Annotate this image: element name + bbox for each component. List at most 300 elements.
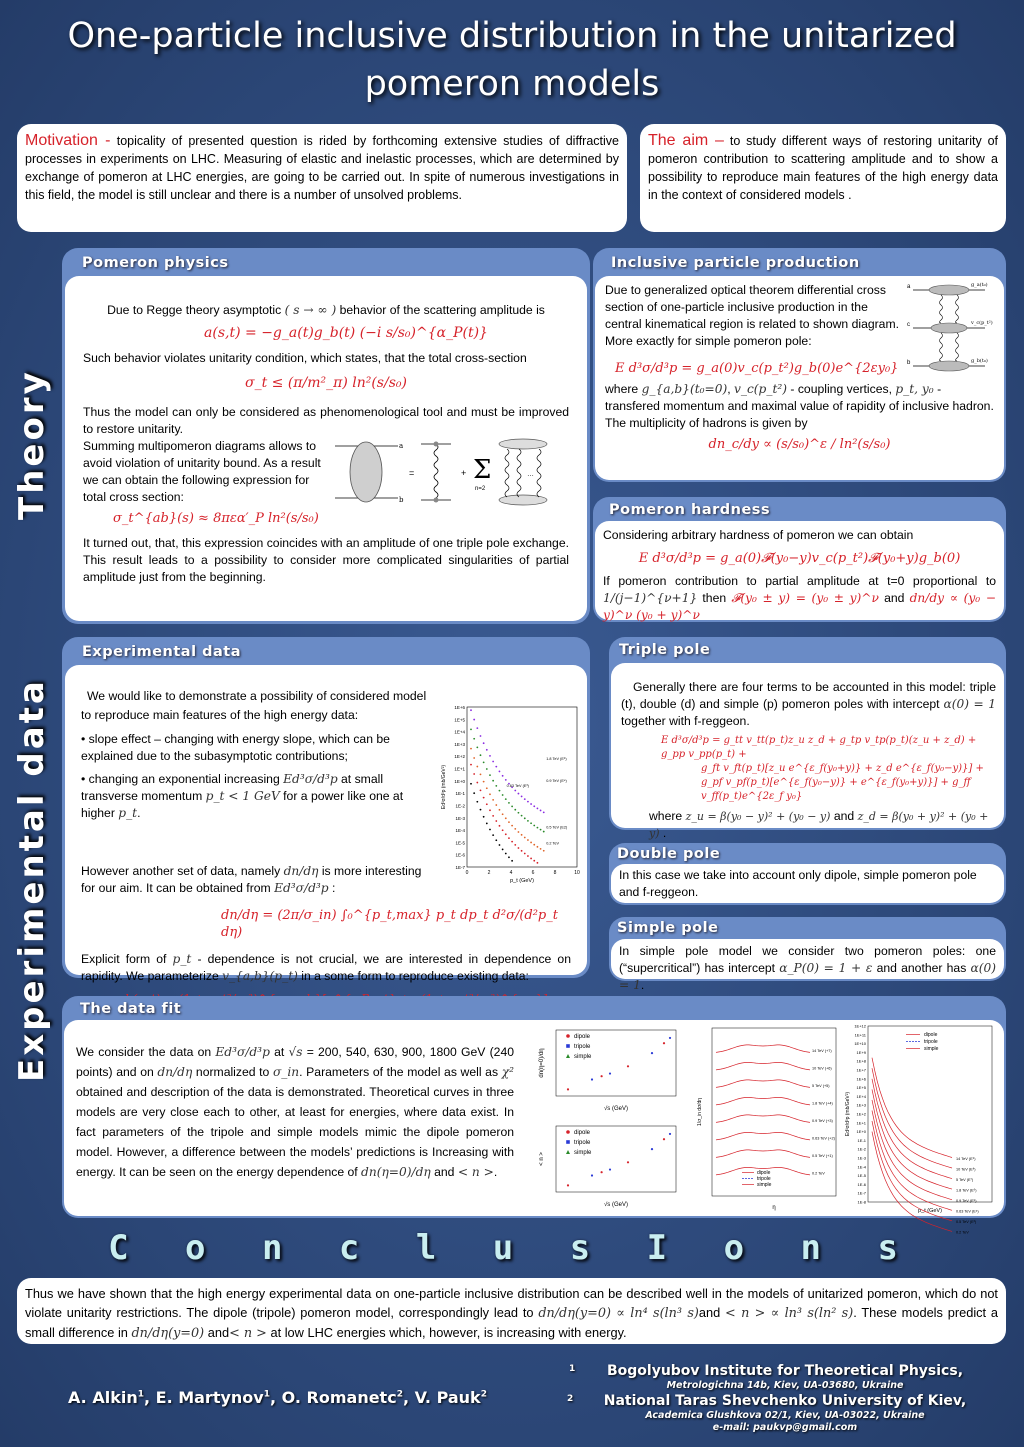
fit-c1-legend-marker bbox=[566, 1034, 570, 1038]
aim-text: to study different ways of restoring unitarity of pomeron contribution to scattering amplitude and to show a possibility to reproduce main features of the high energy data in the context of considered models . bbox=[648, 134, 998, 202]
title-line-1: One-particle inclusive distribution in the unitarized bbox=[67, 16, 957, 56]
incl-diag-c: c bbox=[907, 322, 910, 328]
affil-num-2: 2 bbox=[567, 1394, 574, 1404]
exp-chart-point bbox=[480, 790, 482, 792]
exp-chart-point bbox=[537, 827, 539, 829]
affil-addr-1: Metrologichna 14b, Kiev, UA-03680, Ukraine bbox=[666, 1380, 904, 1391]
exp-chart-point bbox=[505, 833, 507, 835]
fit-c4-curve bbox=[872, 1089, 952, 1189]
fit-c4-ytick: 1E-4 bbox=[857, 1164, 866, 1170]
hard-p2: If pomeron contribution to partial amplitude at t=0 proportional to 1/(j−1)^{ν+1} then 𝓕(y₀ ± y) = (y₀ ± y)^ν and dn/dy ∝ (y₀ − y)^ν (y₀ + y)^ν bbox=[603, 574, 997, 622]
exp-chart-point bbox=[473, 738, 475, 740]
exp-p1: We would like to demonstrate a possibility of considered model to reproduce main features of the high energy data: bbox=[81, 689, 427, 722]
exp-chart-point bbox=[495, 804, 497, 806]
exp-chart-point bbox=[473, 773, 475, 775]
exp-chart-point bbox=[502, 813, 504, 815]
fit-c1-point bbox=[591, 1078, 593, 1080]
exp-chart-series-label: 1.8 TeV (E⁵) bbox=[546, 756, 567, 761]
exp-chart-series-label: 0.2 TeV bbox=[546, 841, 560, 846]
fit-c3-curve bbox=[716, 1062, 810, 1070]
exp-chart-point bbox=[518, 831, 520, 833]
simple-panel bbox=[609, 917, 1006, 992]
triple-panel bbox=[609, 637, 1006, 840]
exp-chart-point bbox=[543, 850, 545, 852]
fit-c4-ytick: 1E-3 bbox=[857, 1155, 866, 1161]
exp-chart-point bbox=[486, 787, 488, 789]
fit-c4-legend-label: simple bbox=[924, 1046, 939, 1052]
exp-chart-ylabel: Ed³σ/d³p (mb/GeV²) bbox=[441, 764, 447, 810]
fit-c3-series-label: 0.5 TeV (+1) bbox=[812, 1154, 833, 1158]
exp-chart-point bbox=[495, 766, 497, 768]
exp-chart-point bbox=[476, 727, 478, 729]
fit-c2-ylabel: < n > bbox=[539, 1152, 545, 1166]
exp-chart-point bbox=[524, 837, 526, 839]
incl-diag-vc: v_c(p_t²) bbox=[971, 320, 993, 326]
fit-c3-legend-label: simple bbox=[757, 1182, 772, 1188]
fit-c4-xlabel: p_t (GeV) bbox=[918, 1208, 942, 1214]
exp-chart-point bbox=[511, 860, 513, 862]
exp-chart-point bbox=[483, 781, 485, 783]
multipomeron-diagram bbox=[333, 436, 553, 512]
experimental-body bbox=[65, 665, 587, 983]
exp-chart-point bbox=[489, 774, 491, 776]
exp-chart-point bbox=[486, 768, 488, 770]
fit-c3-curve bbox=[716, 1080, 810, 1088]
motivation-label: Motivation - bbox=[25, 132, 111, 149]
inclusive-diagram bbox=[905, 276, 1005, 380]
triple-body bbox=[611, 663, 1004, 840]
exp-chart-point bbox=[533, 860, 535, 862]
exp-chart-ytick: 1E-2 bbox=[455, 803, 465, 809]
exp-chart-point bbox=[518, 793, 520, 795]
exp-chart-point bbox=[483, 797, 485, 799]
exp-chart-point bbox=[537, 846, 539, 848]
exp-chart-point bbox=[543, 811, 545, 813]
fit-c3-curve bbox=[716, 1045, 810, 1053]
inclusive-body bbox=[595, 276, 1004, 480]
fit-c3-ylabel: 1/σ_in dσ/dη bbox=[697, 1097, 703, 1127]
fit-c3-legend-label: dipole bbox=[757, 1170, 771, 1176]
exp-chart-point bbox=[502, 829, 504, 831]
diag-plus: + bbox=[461, 468, 467, 478]
fit-c4-ytick: 1E+11 bbox=[854, 1032, 866, 1038]
fit-c2-point bbox=[663, 1138, 665, 1140]
fit-c3-curve bbox=[716, 1115, 810, 1123]
pp-p1: Due to Regge theory asymptotic ( s → ∞ ) behavior of the scattering amplitude is bbox=[107, 303, 545, 317]
exp-chart-point bbox=[530, 822, 532, 824]
title-line-2: pomeron models bbox=[364, 64, 660, 104]
hardness-body bbox=[595, 521, 1004, 620]
exp-chart-ytick: 1E+3 bbox=[454, 741, 465, 747]
fit-c4-ytick: 1E+3 bbox=[856, 1102, 866, 1108]
incl-formula-multiplicity: dn_c/dy ∝ (s/s₀)^ε / ln²(s/s₀) bbox=[708, 437, 891, 452]
exp-chart-point bbox=[511, 806, 513, 808]
exp-chart-point bbox=[527, 855, 529, 857]
fit-c3-series-label: 0.63 TeV (+2) bbox=[812, 1136, 835, 1141]
fit-c1-point bbox=[627, 1065, 629, 1067]
exp-chart-ytick: 1E-3 bbox=[455, 815, 465, 821]
exp-data-chart bbox=[437, 701, 587, 891]
fit-c4-series-label: 14 TeV (E⁹) bbox=[956, 1156, 976, 1161]
exp-chart-point bbox=[505, 817, 507, 819]
side-label-experimental: Experimental data bbox=[12, 678, 52, 1082]
aim-box bbox=[640, 124, 1006, 232]
exp-chart-point bbox=[483, 816, 485, 818]
exp-chart-point bbox=[537, 808, 539, 810]
fit-c1-point bbox=[651, 1052, 653, 1054]
pp-p3: Thus the model can only be considered as phenomenological tool and must be improved to restore unitarity. bbox=[83, 405, 569, 436]
exp-chart-point bbox=[480, 774, 482, 776]
exp-chart-xtick: 0 bbox=[465, 870, 469, 876]
exp-chart-point bbox=[480, 735, 482, 737]
fit-c3-series-label: 0.2 TeV bbox=[812, 1171, 825, 1176]
fit-c2-point bbox=[651, 1148, 653, 1150]
fit-c4-curve bbox=[872, 1100, 952, 1200]
fit-c4-series-label: 0.63 TeV (E⁴) bbox=[956, 1209, 979, 1214]
datafit-title: The data fit bbox=[80, 1001, 182, 1017]
inclusive-title: Inclusive particle production bbox=[611, 255, 860, 271]
fit-c4-ylabel: Ed³σ/d³p (mb/GeV²) bbox=[845, 1091, 851, 1137]
pp-formula-froissart: σ_t ≤ (π/m²_π) ln²(s/s₀) bbox=[245, 375, 407, 391]
pp-p4: Summing multipomeron diagrams allows to avoid violation of unitarity bound. As a result we can obtain the following expression for total cross section: bbox=[83, 439, 321, 504]
exp-chart-point bbox=[489, 755, 491, 757]
fit-c3-series-label: 1.8 TeV (+4) bbox=[812, 1101, 833, 1106]
fit-c1-legend-marker bbox=[566, 1044, 570, 1048]
exp-chart-point bbox=[527, 801, 529, 803]
pp-p2: Such behavior violates unitarity condition, which states, that the total cross-section bbox=[83, 351, 527, 365]
fit-c4-ytick: 1E-7 bbox=[857, 1190, 866, 1196]
exp-chart-point bbox=[540, 848, 542, 850]
exp-p3: Explicit form of p_t - dependence is not crucial, we are interested in dependence on rapidity. We parameterize v_{a,b}(p_t) in a some form to reproduce existing data: bbox=[81, 952, 571, 983]
fit-c4-ytick: 1E+7 bbox=[856, 1067, 866, 1073]
exp-chart-point bbox=[524, 798, 526, 800]
poster-title bbox=[0, 12, 1024, 108]
fit-c3-curve bbox=[716, 1150, 810, 1158]
fit-c3-series-label: 10 TeV (+6) bbox=[812, 1066, 832, 1071]
exp-chart-point bbox=[505, 853, 507, 855]
hardness-title: Pomeron hardness bbox=[609, 502, 771, 518]
exp-chart-point bbox=[473, 757, 475, 759]
exp-chart-point bbox=[533, 805, 535, 807]
exp-chart-point bbox=[492, 761, 494, 763]
fit-c4-frame bbox=[868, 1026, 992, 1202]
exp-chart-point bbox=[470, 748, 472, 750]
fit-c2-legend-marker bbox=[566, 1130, 570, 1134]
affil-num-1: 1 bbox=[569, 1364, 576, 1374]
exp-chart-point bbox=[483, 762, 485, 764]
fit-c4-ytick: 1E+10 bbox=[854, 1041, 866, 1047]
exp-chart-point bbox=[499, 790, 501, 792]
fit-c4-ytick: 1E+9 bbox=[856, 1049, 866, 1055]
exp-chart-point bbox=[521, 796, 523, 798]
fit-c4-curve bbox=[872, 1121, 952, 1221]
exp-chart-point bbox=[533, 825, 535, 827]
fit-c4-ytick: 1E+2 bbox=[856, 1111, 866, 1117]
exp-chart-point bbox=[527, 820, 529, 822]
exp-chart-series-label: 0.5 TeV (E2) bbox=[546, 825, 568, 830]
exp-chart-point bbox=[514, 828, 516, 830]
incl-diag-a: a bbox=[907, 284, 911, 290]
fit-c4-ytick: 1E+4 bbox=[856, 1093, 866, 1099]
double-body: In this case we take into account only dipole, simple pomeron pole and f-reggeon. bbox=[611, 864, 1004, 903]
fit-c4-curve bbox=[872, 1068, 952, 1168]
exp-chart-point bbox=[476, 746, 478, 748]
fit-c4-series-label: 0.9 TeV (E⁵) bbox=[956, 1199, 977, 1203]
exp-chart-point bbox=[486, 823, 488, 825]
exp-chart-point bbox=[495, 820, 497, 822]
exp-text-column bbox=[81, 687, 431, 822]
fit-c4-series-label: 1.8 TeV (E⁶) bbox=[956, 1188, 977, 1193]
svg-text:…: … bbox=[527, 471, 534, 478]
exp-chart-ytick: 1E-6 bbox=[455, 852, 465, 858]
diag-sum-sub: n=2 bbox=[475, 486, 486, 492]
fit-c1-point bbox=[567, 1088, 569, 1090]
exp-chart-ytick: 1E-4 bbox=[455, 828, 465, 834]
incl-diag-b: b bbox=[907, 360, 911, 366]
exp-chart-point bbox=[489, 829, 491, 831]
fit-c1-legend-label: dipole bbox=[574, 1034, 591, 1040]
exp-chart-point bbox=[492, 780, 494, 782]
exp-chart-xtick: 10 bbox=[574, 870, 580, 876]
fit-c4-ytick: 1E-8 bbox=[857, 1199, 866, 1205]
fit-c1-point bbox=[669, 1037, 671, 1039]
incl-p2: where g_{a,b}(t₀=0), v_c(p_t²) - coupling vertices, p_t, y₀ - transfered momentum and maximal value of rapidity of inclusive hadron. bbox=[605, 382, 994, 413]
exp-chart-point bbox=[489, 809, 491, 811]
exp-chart-point bbox=[524, 817, 526, 819]
fit-c4-ytick: 1E-5 bbox=[857, 1173, 866, 1179]
pomeron-physics-body bbox=[65, 276, 587, 621]
exp-chart-point bbox=[514, 790, 516, 792]
fit-c1-legend-marker bbox=[566, 1054, 570, 1058]
experimental-title: Experimental data bbox=[82, 644, 241, 660]
fit-c3-curve bbox=[716, 1132, 810, 1140]
exp-chart-point bbox=[518, 847, 520, 849]
fit-c3-curve bbox=[716, 1097, 810, 1105]
simple-body: In simple pole model we consider two pomeron poles: one (“supercritical”) has intercept α_P(0) = 1 + ε and another has α(0) = 1. bbox=[611, 939, 1004, 979]
exp-chart-point bbox=[470, 764, 472, 766]
exp-chart-point bbox=[480, 754, 482, 756]
exp-chart-point bbox=[499, 809, 501, 811]
simple-title: Simple pole bbox=[617, 920, 719, 936]
exp-chart-point bbox=[502, 775, 504, 777]
exp-chart-ytick: 1E+6 bbox=[454, 705, 465, 710]
affiliations bbox=[565, 1362, 1005, 1434]
incl-p1: Due to generalized optical theorem differential cross section of one-particle inclusive production in the central kinematical region is related to shown diagram. More exactly for simple pomeron pole: bbox=[605, 283, 899, 348]
exp-chart-ytick: 1E-5 bbox=[455, 840, 465, 846]
exp-chart-point bbox=[473, 792, 475, 794]
double-panel bbox=[609, 843, 1006, 905]
exp-chart-point bbox=[530, 803, 532, 805]
exp-chart-point bbox=[470, 729, 472, 731]
exp-chart-point bbox=[511, 825, 513, 827]
fit-c1-ylabel: dn(η=0)/dη bbox=[539, 1048, 545, 1078]
exp-chart-point bbox=[476, 801, 478, 803]
conclusions-heading: C o n c l u s I o n s bbox=[108, 1228, 916, 1268]
fit-c2-legend-label: dipole bbox=[574, 1130, 591, 1136]
fit-c4-ytick: 1E+6 bbox=[856, 1076, 866, 1082]
fit-c4-legend-label: dipole bbox=[924, 1032, 938, 1038]
exp-chart-ytick: 1E+4 bbox=[454, 729, 465, 735]
exp-chart-point bbox=[521, 815, 523, 817]
exp-chart-point bbox=[533, 844, 535, 846]
exp-chart-point bbox=[492, 815, 494, 817]
conclusions-box: Thus we have shown that the high energy experimental data on one-particle inclusive distribution can be described well in the models of unitarized pomeron, which do not violate unitarity restrictions. The dipole (tripole) pomeron model, correspondingly lead to dn/dη(y=0) ∝ ln⁴ s(ln³ s)and < n > ∝ ln³ s(ln² s). These models predict a small difference in dn/dη(y=0) and< n > at low LHC energies which, however, is increasing with energy. bbox=[17, 1278, 1006, 1344]
exp-chart-point bbox=[499, 844, 501, 846]
fit-c4-ytick: 1E+0 bbox=[856, 1129, 866, 1135]
fit-c4-ytick: 1E+8 bbox=[856, 1058, 866, 1064]
exp-chart-point bbox=[486, 749, 488, 751]
exp-chart-point bbox=[470, 709, 472, 711]
exp-chart-point bbox=[502, 849, 504, 851]
exp-chart-point bbox=[514, 809, 516, 811]
affil-inst-2: National Taras Shevchenko University of Kiev, bbox=[603, 1393, 967, 1409]
exp-chart-point bbox=[499, 825, 501, 827]
fit-c2-point bbox=[627, 1161, 629, 1163]
affil-inst-1: Bogolyubov Institute for Theoretical Physics, bbox=[606, 1363, 964, 1379]
fit-c4-ytick: 1E+1 bbox=[856, 1120, 866, 1126]
fit-c4-curve bbox=[872, 1111, 952, 1211]
fit-c4-legend-label: tripole bbox=[924, 1039, 938, 1045]
exp-chart-ytick: 1E-7 bbox=[455, 865, 465, 870]
fit-c2-point bbox=[601, 1171, 603, 1173]
fit-c4-series-label: 0.2 TeV bbox=[956, 1230, 969, 1235]
exp-chart-ytick: 1E+5 bbox=[454, 717, 465, 723]
triple-title: Triple pole bbox=[619, 642, 711, 658]
fit-c3-xlabel: η bbox=[772, 1205, 776, 1211]
fit-c2-legend-label: simple bbox=[574, 1150, 592, 1156]
fit-c2-point bbox=[567, 1184, 569, 1186]
pomeron-physics-panel bbox=[62, 248, 590, 624]
double-title: Double pole bbox=[617, 846, 721, 862]
triple-p1: Generally there are four terms to be accounted in this model: triple (t), double (d) and simple (p) pomeron poles with intercept α(0) = 1 together with f-reggeon. bbox=[621, 680, 996, 728]
hard-p1: Considering arbitrary hardness of pomeron we can obtain bbox=[603, 528, 914, 542]
exp-chart-point bbox=[508, 856, 510, 858]
exp-chart-point bbox=[483, 742, 485, 744]
datafit-panel bbox=[62, 996, 1006, 1235]
hardness-panel bbox=[593, 497, 1006, 622]
exp-chart-xtick: 4 bbox=[509, 870, 513, 876]
pp-formula-amplitude: a(s,t) = −g_a(t)g_b(t) (−i s/s₀)^{α_P(t)} bbox=[204, 325, 488, 341]
fit-c2-point bbox=[591, 1174, 593, 1176]
exp-chart-point bbox=[543, 831, 545, 833]
exp-bullet-power: • changing an exponential increasing Ed³σ/d³p at small transverse momentum p_t < 1 GeV for a power like one at higher p_t. bbox=[81, 771, 431, 822]
fit-c3-series-label: 5 TeV (+5) bbox=[812, 1084, 830, 1088]
fit-chart-pt bbox=[844, 1022, 998, 1235]
exp-chart-xtick: 8 bbox=[553, 870, 557, 876]
fit-c1-point bbox=[609, 1072, 611, 1074]
fit-c4-series-label: 0.5 TeV (E³) bbox=[956, 1220, 977, 1225]
fit-c1-legend-label: tripole bbox=[574, 1044, 591, 1050]
diag-sum: Σ bbox=[473, 455, 492, 485]
fit-chart-dndeta bbox=[534, 1026, 684, 1120]
exp-chart-point bbox=[489, 793, 491, 795]
authors: A. Alkin$^1$, E. Martynov$^1$, O. Romanetc$^2$, V. Pauk$^2$ bbox=[68, 1388, 487, 1407]
exp-chart-xtick: 2 bbox=[487, 870, 491, 876]
fit-c4-ytick: 1E-6 bbox=[857, 1181, 866, 1187]
exp-chart-point bbox=[476, 766, 478, 768]
fit-c2-point bbox=[609, 1168, 611, 1170]
fit-c4-ytick: 1E-1 bbox=[857, 1137, 866, 1143]
fit-c1-point bbox=[601, 1075, 603, 1077]
exp-chart-point bbox=[480, 809, 482, 811]
fit-c2-legend-label: tripole bbox=[574, 1140, 591, 1146]
datafit-text: We consider the data on Ed³σ/d³p at √s = 200, 540, 630, 900, 1800 GeV (240 points) and on dn/dη normalized to σ_in. Parameters of the model as well as χ² obtained and description of the data is demonstrated. Theoretical curves in three models are very close each to other, at least for energies, where data exist. In fact parameters of the tripole and simple models mimic the dipole pomeron model. However, a difference between the models’ predictions is Increasing with energy. It can be seen on the energy dependence of dn(η=0)/dη and < n >. bbox=[76, 1045, 514, 1179]
fit-c3-series-label: 14 TeV (+7) bbox=[812, 1049, 832, 1053]
exp-chart-point bbox=[530, 858, 532, 860]
exp-chart-point bbox=[540, 810, 542, 812]
exp-chart-point bbox=[492, 834, 494, 836]
exp-chart-point bbox=[521, 850, 523, 852]
exp-chart-point bbox=[505, 779, 507, 781]
fit-c1-legend-label: simple bbox=[574, 1054, 592, 1060]
hard-formula: E d³σ/d³p = g_a(0)𝓕(y₀−y)v_c(p_t²)𝓕(y₀+y)g_b(0) bbox=[638, 551, 961, 566]
fit-c4-curve bbox=[872, 1079, 952, 1179]
fit-c1-point bbox=[663, 1042, 665, 1044]
exp-bullets bbox=[81, 731, 431, 822]
motivation-text: topicality of presented question is rided by forthcoming extensive studies of diffractive processes in experiments on LHC. Measuring of elastic and inelastic processes, which are determined by exchange of pomeron at LHC energies, are going to be carried out. In spite of numerous investigations in this field, the model is still unclear and there is a number of unsolved problems. bbox=[25, 134, 620, 202]
incl-diag-ga: g_a(t₀) bbox=[971, 282, 988, 288]
exp-formula-dndeta: dn/dη = (2π/σ_in) ∫₀^{p_t,max} p_t dp_t d²σ/(d²p_t dη) bbox=[221, 908, 558, 940]
exp-chart-point bbox=[514, 844, 516, 846]
triple-formula: E d³σ/d³p = g_tt v_tt(p_t)z_u z_d + g_tp v_tp(p_t)(z_u + z_d) + g_pp v_pp(p_t) + g_ft v_ft(p_t)[z_u e^{ε_f(y₀+y)} + z_d e^{ε_f(y₀−y)}] + g_pf v_pf(p_t)[e^{ε_f(y₀−y)} + e^{ε_f(y₀+y)}] + g_ff v_ff(p_t)e^{2ε_f y₀} bbox=[661, 735, 984, 802]
exp-chart-point bbox=[499, 771, 501, 773]
exp-chart-point bbox=[495, 839, 497, 841]
affil-email: e-mail: paukvp@gmail.com bbox=[712, 1422, 858, 1433]
exp-chart-point bbox=[486, 803, 488, 805]
pp-p5: It turned out, that, this expression coincides with an amplitude of one triple pole exchange. This result leads to a possibility to consider more complicated singularities of partial amplitude just from the beginning. bbox=[83, 536, 569, 584]
fit-c4-series-label: 5 TeV (E⁷) bbox=[956, 1177, 974, 1182]
fit-c2-legend-marker bbox=[566, 1150, 570, 1154]
exp-chart-point bbox=[495, 785, 497, 787]
aim-label: The aim – bbox=[648, 132, 724, 149]
exp-chart-point bbox=[508, 837, 510, 839]
exp-chart-point bbox=[508, 821, 510, 823]
inclusive-panel bbox=[593, 248, 1006, 482]
exp-chart-point bbox=[527, 839, 529, 841]
exp-chart-ytick: 1E-1 bbox=[455, 791, 465, 797]
fit-c4-curve bbox=[872, 1058, 952, 1158]
exp-chart-point bbox=[470, 783, 472, 785]
pomeron-physics-title: Pomeron physics bbox=[82, 255, 229, 271]
fit-c2-point bbox=[669, 1133, 671, 1135]
incl-diag-gb: g_b(t₀) bbox=[971, 358, 988, 364]
exp-chart-point bbox=[521, 834, 523, 836]
fit-c2-legend-marker bbox=[566, 1140, 570, 1144]
fit-c2-xlabel: √s (GeV) bbox=[604, 1202, 628, 1208]
exp-chart-point bbox=[508, 802, 510, 804]
exp-chart-point bbox=[540, 829, 542, 831]
incl-formula: E d³σ/d³p = g_a(0)v_c(p_t²)g_b(0)e^{2εy₀} bbox=[615, 361, 899, 376]
pp-formula-unitarized: σ_t^{ab}(s) ≈ 8πεα′_P ln²(s/s₀) bbox=[113, 511, 319, 526]
exp-chart-point bbox=[473, 719, 475, 721]
fit-chart-rapidity bbox=[694, 1024, 842, 1214]
exp-chart-point bbox=[511, 841, 513, 843]
diag-eq: = bbox=[409, 468, 415, 478]
exp-chart-point bbox=[492, 799, 494, 801]
exp-chart-point bbox=[476, 782, 478, 784]
exp-chart-xlabel: p_t (GeV) bbox=[510, 878, 534, 884]
experimental-panel bbox=[62, 637, 590, 983]
exp-bullet-slope: • slope effect – changing with energy slope, which can be explained due to the subasymptotic contributions; bbox=[81, 731, 431, 765]
fit-c4-ytick: 1E+12 bbox=[854, 1023, 866, 1029]
fit-c3-series-label: 0.9 TeV (+3) bbox=[812, 1119, 833, 1123]
exp-chart-point bbox=[524, 853, 526, 855]
fit-chart-multiplicity bbox=[534, 1122, 684, 1214]
diag-label-a: a bbox=[399, 442, 404, 450]
exp-chart-point bbox=[505, 798, 507, 800]
exp-chart-point bbox=[537, 862, 539, 864]
exp-chart-series-label: 0.9 TeV (E⁴) bbox=[546, 779, 567, 784]
